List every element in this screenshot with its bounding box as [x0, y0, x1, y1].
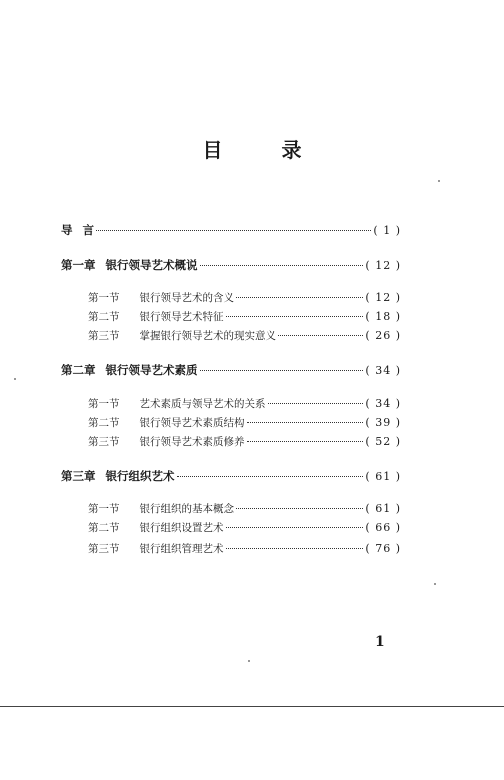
section-number: 第三节 [88, 330, 120, 342]
section-number: 第一节 [88, 503, 120, 515]
toc-page-ref: ( 52 ) [365, 435, 401, 448]
dot-leader [200, 264, 364, 266]
toc-intro-label-2: 言 [82, 223, 94, 237]
toc-section-1-3[interactable] [88, 328, 401, 343]
dot-leader [96, 229, 371, 231]
toc-page-ref: ( 34 ) [365, 397, 401, 410]
section-title: 银行领导艺术特征 [139, 311, 224, 323]
dot-leader [247, 421, 364, 423]
dot-leader [200, 369, 364, 371]
toc-section-2-3[interactable] [88, 434, 401, 449]
toc-section-3-2[interactable] [88, 520, 401, 535]
chapter-title: 银行组织艺术 [105, 469, 175, 483]
dot-leader [278, 334, 363, 336]
dot-leader [268, 402, 364, 404]
chapter-title: 银行领导艺术素质 [105, 363, 198, 377]
section-number: 第二节 [88, 311, 120, 323]
toc-page-ref: ( 1 ) [373, 224, 401, 237]
section-title: 银行组织的基本概念 [139, 503, 234, 515]
toc-chapter-1[interactable] [61, 257, 401, 273]
toc-section-1-2[interactable] [88, 309, 401, 324]
toc-page-ref: ( 12 ) [365, 259, 401, 272]
section-title: 银行领导艺术素质修养 [139, 436, 245, 448]
section-title: 艺术素质与领导艺术的关系 [139, 398, 266, 410]
scan-speck [438, 180, 440, 182]
toc-chapter-3[interactable] [61, 468, 401, 484]
toc-section-3-1[interactable] [88, 501, 401, 516]
dot-leader [226, 547, 364, 549]
toc-section-1-1[interactable] [88, 290, 401, 305]
section-number: 第二节 [88, 417, 120, 429]
page-title: 目 录 [202, 138, 328, 162]
dot-leader [177, 475, 364, 477]
chapter-title: 银行领导艺术概说 [105, 258, 198, 272]
chapter-number: 第三章 [61, 469, 96, 483]
section-number: 第二节 [88, 522, 120, 534]
section-title: 银行领导艺术素质结构 [139, 417, 245, 429]
dot-leader [236, 507, 363, 509]
toc-section-2-1[interactable] [88, 396, 401, 411]
toc-page-ref: ( 18 ) [365, 310, 401, 323]
toc-page-ref: ( 76 ) [365, 542, 401, 555]
scan-speck [248, 660, 250, 662]
dot-leader [247, 440, 364, 442]
toc-page-ref: ( 66 ) [365, 521, 401, 534]
scan-speck [14, 378, 16, 380]
dot-leader [226, 526, 364, 528]
page-bottom-rule [0, 706, 504, 707]
section-number: 第一节 [88, 398, 120, 410]
dot-leader [226, 315, 364, 317]
toc-page-ref: ( 34 ) [365, 364, 401, 377]
toc-section-3-3[interactable] [88, 541, 401, 556]
toc-page-ref: ( 12 ) [365, 291, 401, 304]
chapter-number: 第一章 [61, 258, 96, 272]
toc-page-ref: ( 39 ) [365, 416, 401, 429]
scan-speck [434, 583, 436, 585]
section-number: 第三节 [88, 543, 120, 555]
page-number: 1 [375, 634, 385, 650]
toc-page-ref: ( 61 ) [365, 502, 401, 515]
chapter-number: 第二章 [61, 363, 96, 377]
toc-page-ref: ( 61 ) [365, 470, 401, 483]
toc-section-2-2[interactable] [88, 415, 401, 430]
section-number: 第三节 [88, 436, 120, 448]
section-title: 银行组织管理艺术 [139, 543, 224, 555]
toc-entry-intro[interactable] [61, 222, 401, 238]
section-title: 掌握银行领导艺术的现实意义 [139, 330, 276, 342]
section-title: 银行领导艺术的含义 [139, 292, 234, 304]
section-number: 第一节 [88, 292, 120, 304]
toc-chapter-2[interactable] [61, 362, 401, 378]
toc-page-ref: ( 26 ) [365, 329, 401, 342]
toc-intro-label-1: 导 [61, 223, 73, 237]
section-title: 银行组织设置艺术 [139, 522, 224, 534]
dot-leader [236, 296, 363, 298]
